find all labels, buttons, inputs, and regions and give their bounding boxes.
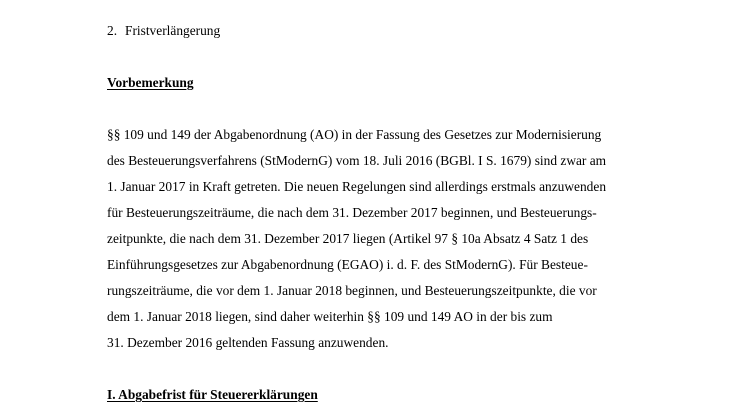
list-item-fristverlaengerung bbox=[107, 23, 220, 39]
paragraph-line: dem 1. Januar 2018 liegen, sind daher weiterhin §§ 109 und 149 AO in der bis zum bbox=[107, 309, 553, 324]
paragraph-line: 1. Januar 2017 in Kraft getreten. Die neuen Regelungen sind allerdings erstmals anzuwenden bbox=[107, 179, 607, 194]
paragraph-line: 31. Dezember 2016 geltenden Fassung anzuwenden. bbox=[107, 335, 389, 350]
list-item-number: 2. bbox=[107, 23, 118, 38]
section-1-heading: I. Abgabefrist für Steuererklärungen bbox=[107, 387, 318, 402]
paragraph-line: §§ 109 und 149 der Abgabenordnung (AO) in der Fassung des Gesetzes zur Modernisierung bbox=[107, 127, 602, 142]
preface-heading: Vorbemerkung bbox=[107, 75, 194, 90]
paragraph-line: zeitpunkte, die nach dem 31. Dezember 2017 liegen (Artikel 97 § 10a Absatz 4 Satz 1 des bbox=[107, 231, 589, 246]
paragraph-line: rungszeiträume, die vor dem 1. Januar 2018 beginnen, und Besteuerungszeitpunkte, die vor bbox=[107, 283, 597, 298]
paragraph-line: für Besteuerungszeiträume, die nach dem 31. Dezember 2017 beginnen, und Besteuerungs- bbox=[107, 205, 597, 220]
paragraph-line: Einführungsgesetzes zur Abgabenordnung (EGAO) i. d. F. des StModernG). Für Besteue- bbox=[107, 257, 588, 272]
list-item-text: Fristverlängerung bbox=[125, 23, 221, 38]
paragraph-line: des Besteuerungsverfahrens (StModernG) vom 18. Juli 2016 (BGBl. I S. 1679) sind zwar am bbox=[107, 153, 607, 168]
